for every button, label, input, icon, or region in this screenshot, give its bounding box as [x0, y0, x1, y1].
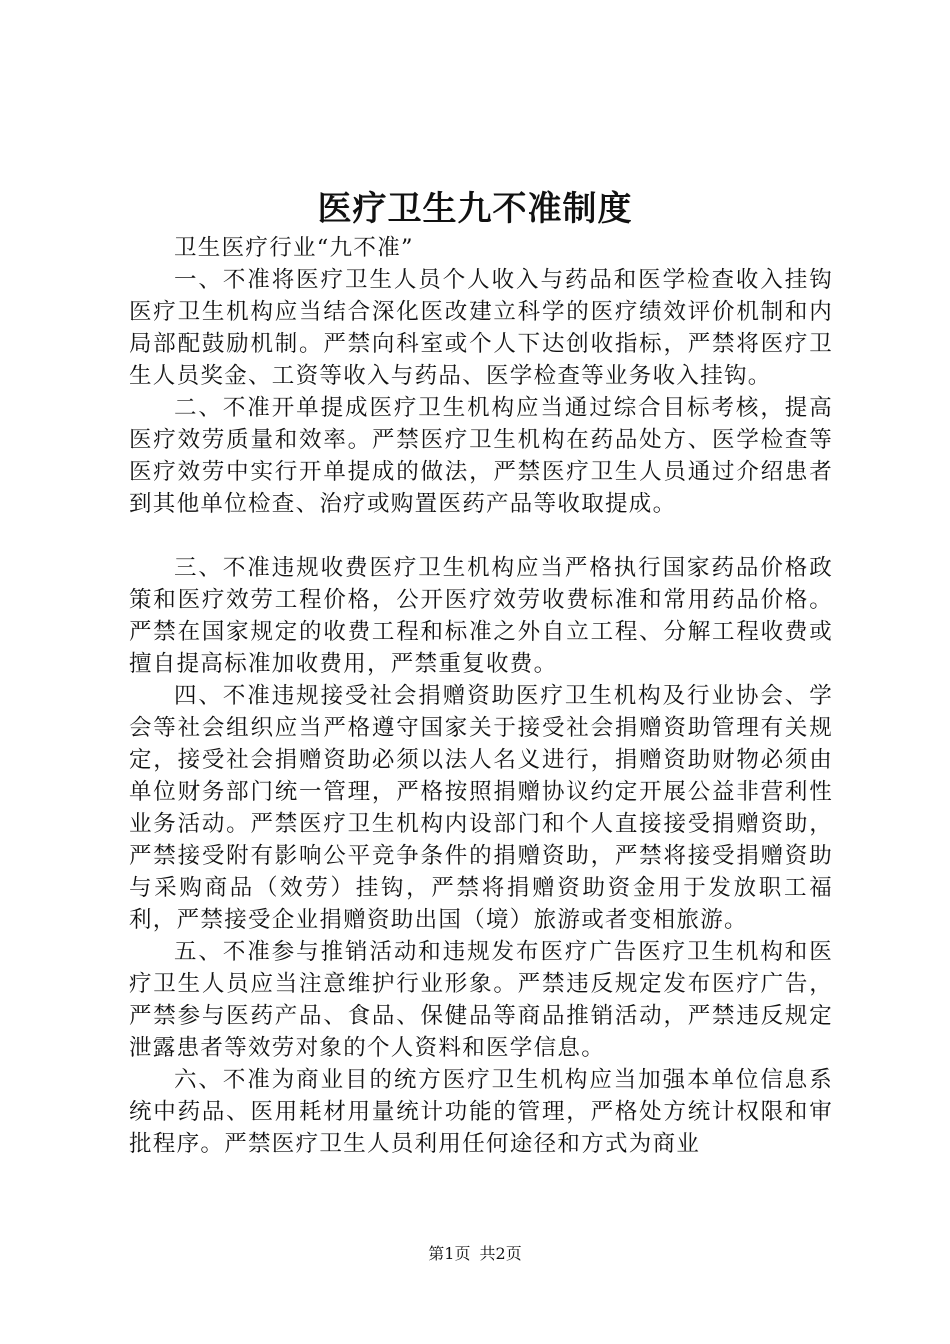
page-number-footer: 第1页 共2页 [428, 1244, 522, 1263]
document-body [129, 232, 833, 1160]
paragraph-4: 四、不准违规接受社会捐赠资助医疗卫生机构及行业协会、学会等社会组织应当严格遵守国家关于接受社会捐赠资助管理有关规定，接受社会捐赠资助必须以法人名义进行，捐赠资助财物必须由单位财务部门统一管理，严格按照捐赠协议约定开展公益非营利性业务活动。严禁医疗卫生机构内设部门和个人直接接受捐赠资助，严禁接受附有影响公平竞争条件的捐赠资助，严禁将接受捐赠资助与采购商品（效劳）挂钩，严禁将捐赠资助资金用于发放职工福利，严禁接受企业捐赠资助出国（境）旅游或者变相旅游。 [129, 683, 833, 933]
paragraph-3: 三、不准违规收费医疗卫生机构应当严格执行国家药品价格政策和医疗效劳工程价格，公开医疗效劳收费标准和常用药品价格。严禁在国家规定的收费工程和标准之外自立工程、分解工程收费或擅自提高标准加收费用，严禁重复收费。 [129, 555, 833, 677]
paragraph-5: 五、不准参与推销活动和违规发布医疗广告医疗卫生机构和医疗卫生人员应当注意维护行业形象。严禁违反规定发布医疗广告，严禁参与医药产品、食品、保健品等商品推销活动，严禁违反规定泄露患者等效劳对象的个人资料和医学信息。 [129, 939, 833, 1061]
document-title: 医疗卫生九不准制度 [317, 189, 633, 229]
document-subtitle: 卫生医疗行业“九不准” [174, 235, 414, 261]
paragraph-1: 一、不准将医疗卫生人员个人收入与药品和医学检查收入挂钩医疗卫生机构应当结合深化医改建立科学的医疗绩效评价机制和内局部配鼓励机制。严禁向科室或个人下达创收指标，严禁将医疗卫生人员奖金、工资等收入与药品、医学检查等业务收入挂钩。 [129, 267, 833, 389]
paragraph-2: 二、不准开单提成医疗卫生机构应当通过综合目标考核，提高医疗效劳质量和效率。严禁医疗卫生机构在药品处方、医学检查等医疗效劳中实行开单提成的做法，严禁医疗卫生人员通过介绍患者到其他单位检查、治疗或购置医药产品等收取提成。 [129, 395, 833, 517]
paragraph-6: 六、不准为商业目的统方医疗卫生机构应当加强本单位信息系统中药品、医用耗材用量统计功能的管理，严格处方统计权限和审批程序。严禁医疗卫生人员利用任何途径和方式为商业 [129, 1067, 833, 1157]
